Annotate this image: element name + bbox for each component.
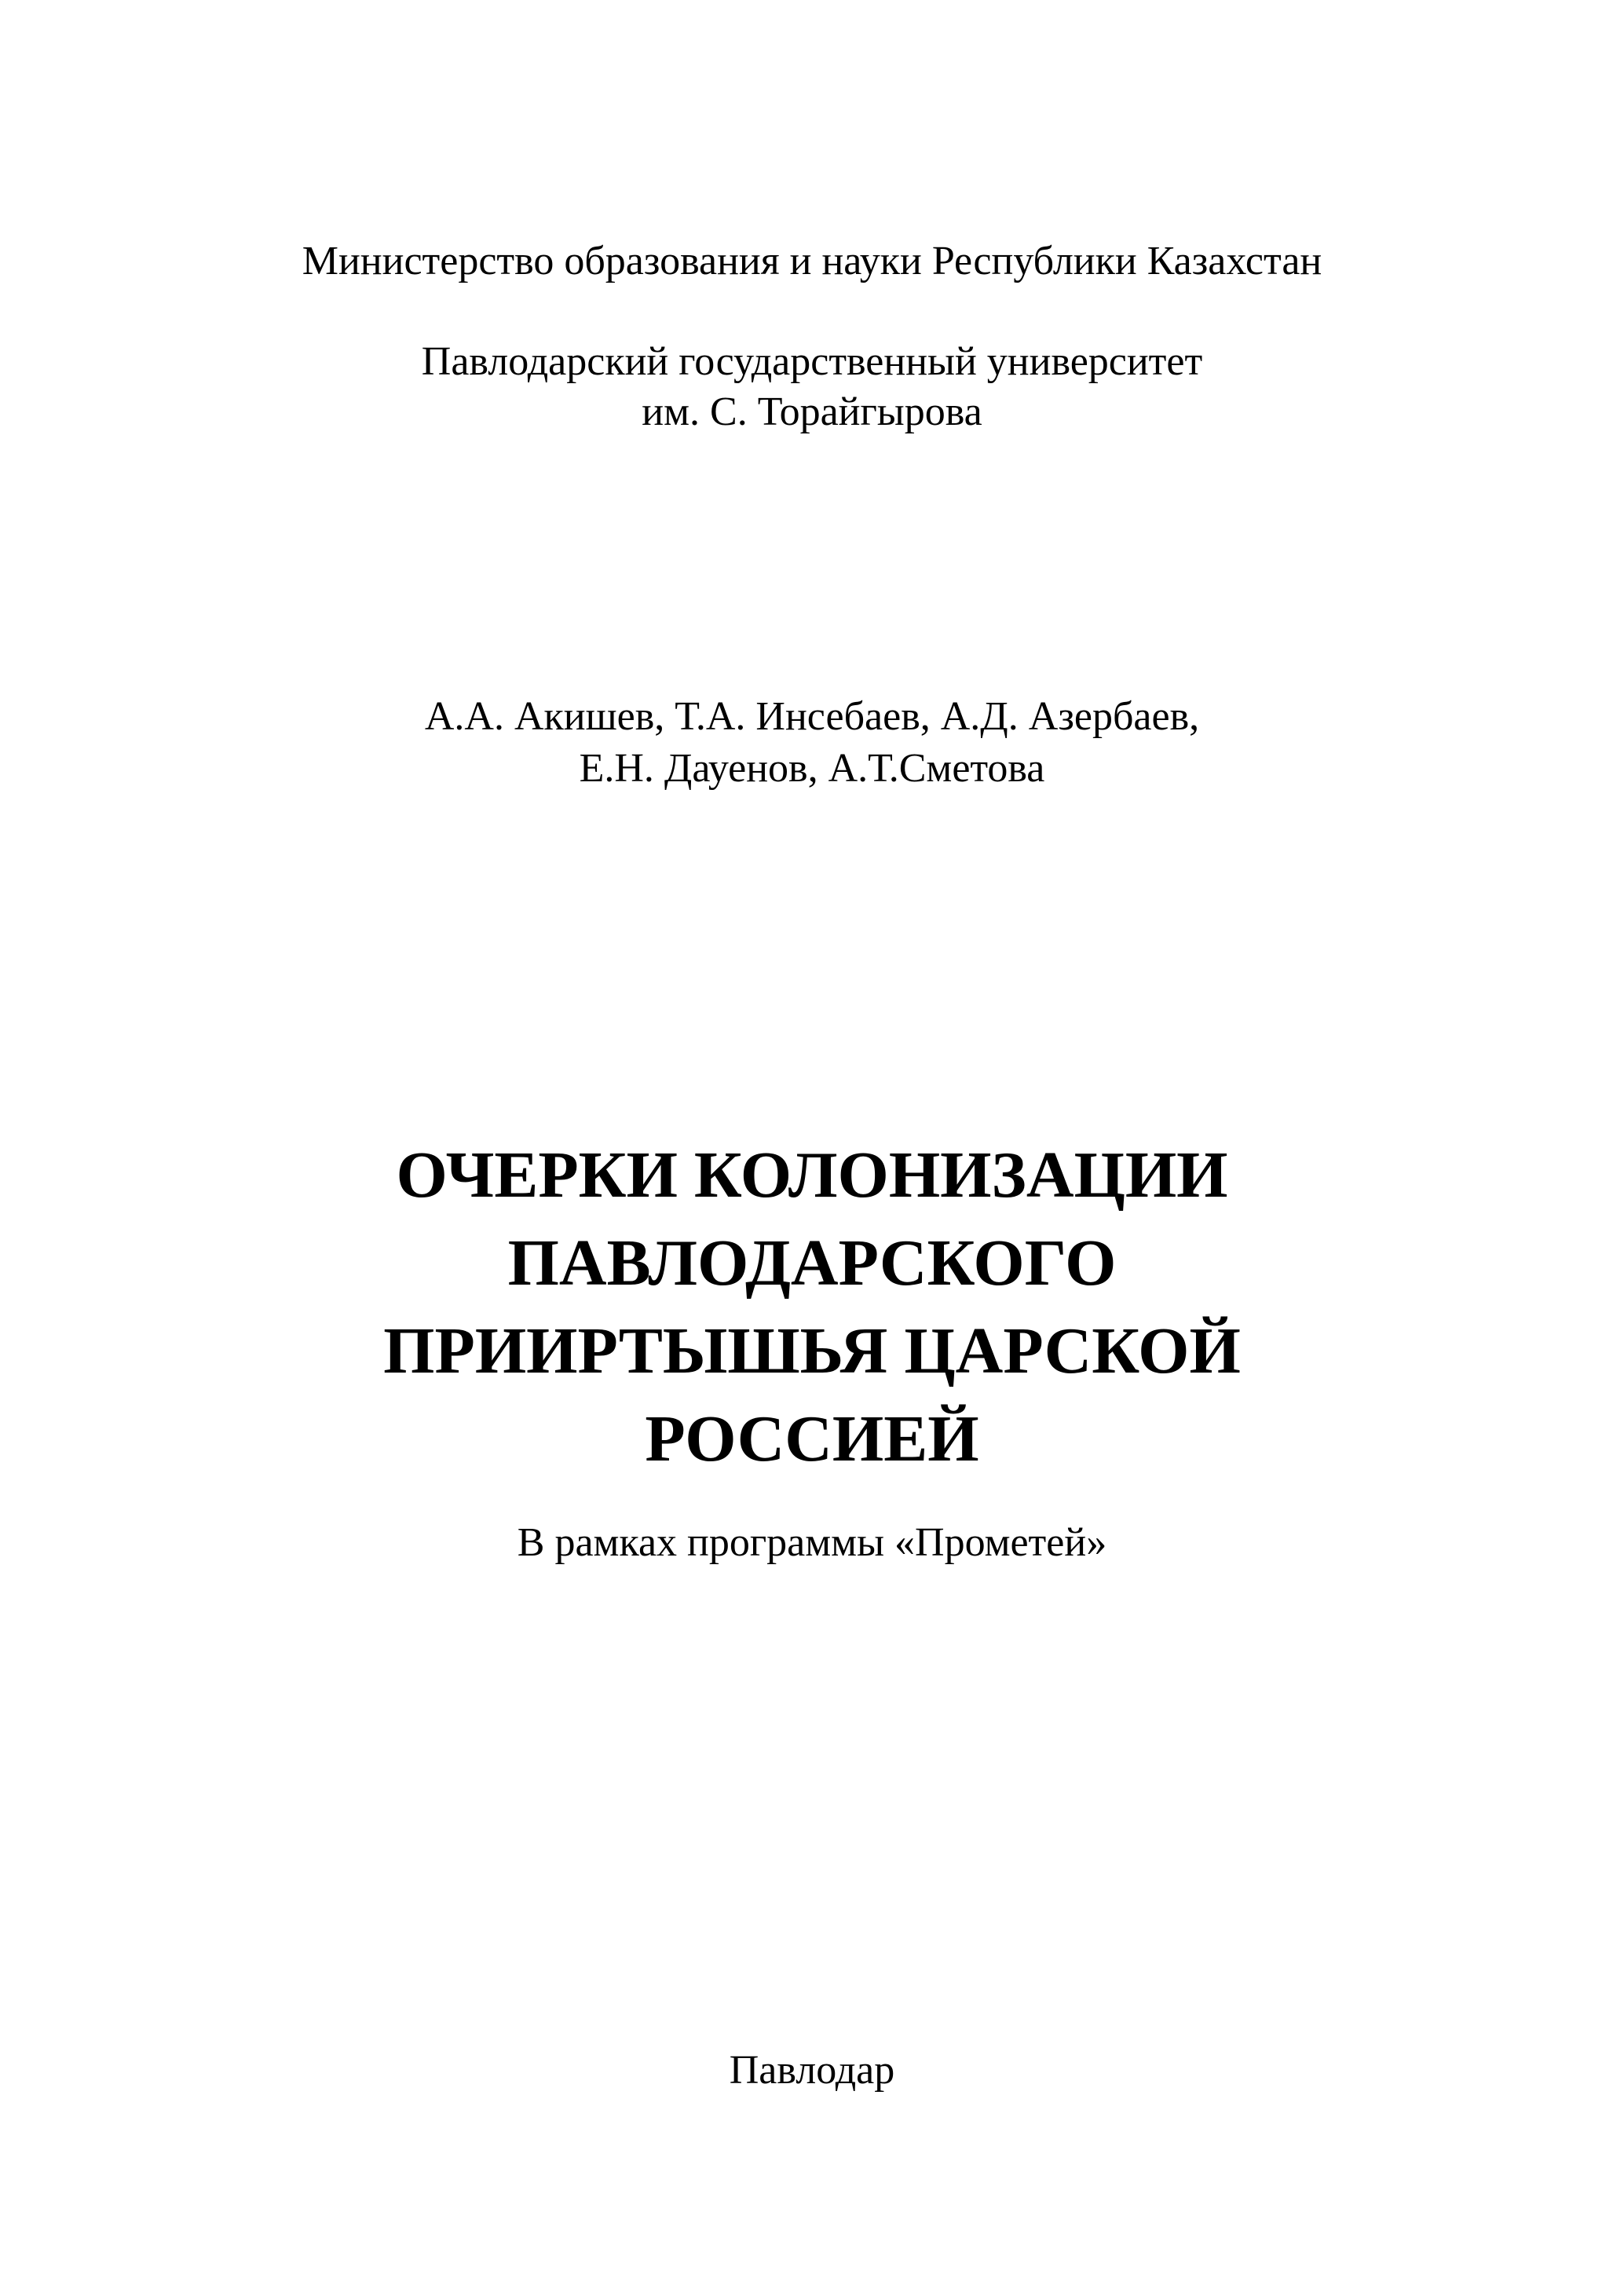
authors-line-1: А.А. Акишев, Т.А. Инсебаев, А.Д. Азербаев,: [424, 694, 1200, 739]
book-title-line-1: ОЧЕРКИ КОЛОНИЗАЦИИ: [396, 1139, 1228, 1212]
program-subtitle: В рамках программы «Прометей»: [517, 1520, 1107, 1565]
university-name-continued: им. С. Торайгырова: [642, 389, 982, 434]
ministry-name: Министерство образования и науки Республики Казахстан: [302, 239, 1322, 283]
authors-line-2: Е.Н. Дауенов, А.Т.Сметова: [579, 746, 1045, 791]
book-title-line-2: ПАВЛОДАРСКОГО: [507, 1227, 1117, 1300]
publication-city: Павлодар: [729, 2048, 895, 2093]
book-title-line-3: ПРИИРТЫШЬЯ ЦАРСКОЙ: [383, 1314, 1241, 1387]
book-title-line-4: РОССИЕЙ: [645, 1402, 979, 1475]
university-name: Павлодарский государственный университет: [421, 339, 1203, 384]
